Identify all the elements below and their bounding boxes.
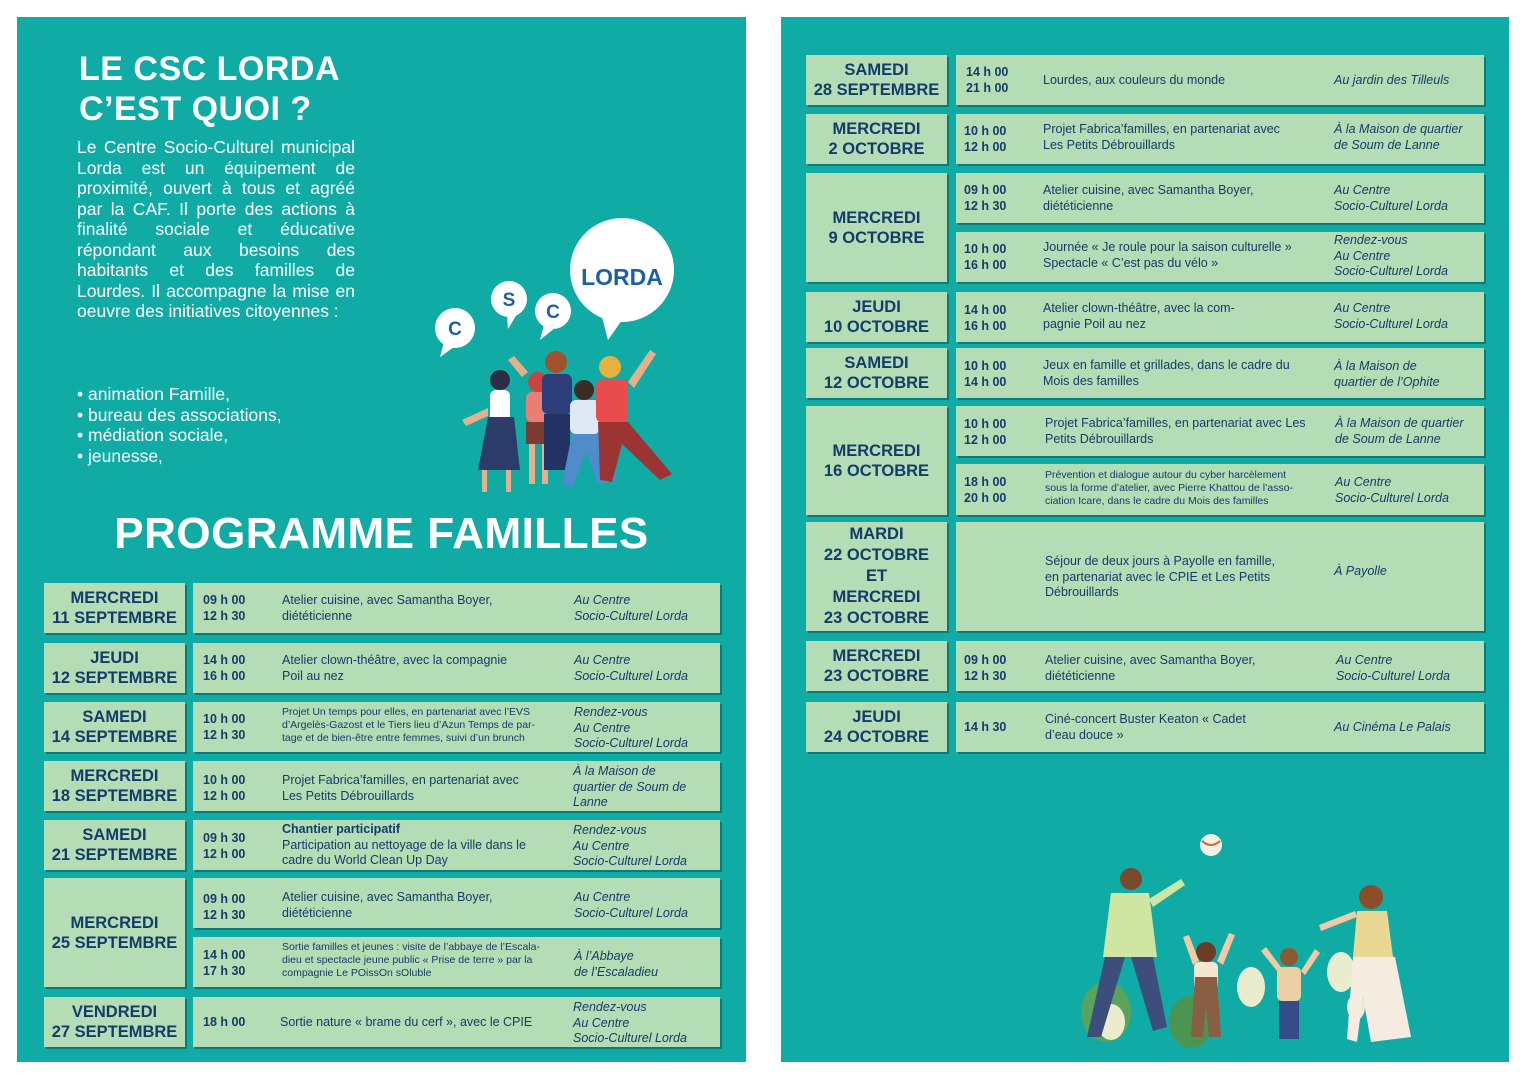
bubble-c1 — [435, 308, 475, 357]
family-playing-ball-illustration — [1071, 827, 1441, 1052]
event-place: À la Maison de quartier de Soum de Lanne — [1335, 416, 1464, 446]
bubble-c2 — [535, 293, 571, 340]
day-cell — [806, 641, 947, 691]
day-date: 23 OCTOBRE — [823, 667, 930, 685]
event-row — [956, 348, 1484, 398]
event-row — [193, 878, 720, 928]
event-row — [956, 702, 1484, 752]
day-cell — [44, 583, 185, 633]
event-times: 14 h 00 16 h 00 — [203, 653, 246, 683]
day-cell — [806, 292, 947, 342]
intro-title-line2: C’EST QUOI ? — [79, 90, 312, 128]
day-weekday: JEUDI — [852, 708, 901, 726]
event-times: 14 h 00 21 h 00 — [966, 65, 1009, 95]
day-cell — [806, 173, 947, 282]
event-place: Au Centre Socio-Culturel Lorda — [1334, 301, 1448, 331]
day-date: 23 OCTOBRE — [823, 609, 930, 627]
event-place: À l’Abbaye de l’Escaladieu — [574, 949, 659, 979]
event-times: 14 h 00 17 h 30 — [203, 948, 246, 978]
event-description: Atelier cuisine, avec Samantha Boyer, diététicienne — [282, 593, 493, 623]
day-date: 25 SEPTEMBRE — [51, 933, 178, 952]
day-date: 18 SEPTEMBRE — [51, 787, 178, 805]
event-description: Lourdes, aux couleurs du monde — [1043, 73, 1226, 87]
day-cell — [44, 878, 185, 987]
group-of-people-icon — [462, 350, 672, 492]
event-row — [956, 522, 1484, 631]
event-place: À la Maison de quartier de Soum de Lanne — [573, 764, 687, 809]
event-times: 09 h 00 12 h 30 — [203, 593, 246, 623]
right-page — [781, 17, 1509, 1062]
event-place: Rendez-vous Au Centre Socio-Culturel Lorda — [1334, 233, 1448, 278]
day-weekday: MARDI — [849, 525, 904, 543]
event-description: Atelier cuisine, avec Samantha Boyer, diététicienne — [282, 890, 493, 920]
event-description: Prévention et dialogue autour du cyber harcèlement sous la forme d’atelier, avec Pierre Khattou de l’asso- ciation Icare, dans le cadre du Mois des familles — [1045, 469, 1294, 507]
event-times: 18 h 00 20 h 00 — [964, 475, 1007, 505]
event-place: Rendez-vous Au Centre Socio-Culturel Lorda — [573, 1000, 687, 1045]
event-times: 10 h 00 12 h 00 — [964, 124, 1007, 154]
csc-lorda-logo-illustration — [422, 212, 692, 502]
day-date: 10 OCTOBRE — [823, 318, 930, 336]
family-playing-icon — [1081, 834, 1411, 1048]
day-cell — [806, 348, 947, 398]
day-date: 2 OCTOBRE — [828, 140, 925, 158]
day-weekday: MERCREDI — [832, 647, 921, 665]
day-weekday: MERCREDI — [70, 589, 159, 607]
event-times: 14 h 30 — [964, 720, 1007, 734]
svg-text:LORDA: LORDA — [581, 264, 663, 290]
event-row — [956, 464, 1484, 515]
day-cell — [806, 406, 947, 515]
day-date: 21 SEPTEMBRE — [51, 846, 178, 864]
event-description: Projet Fabrica’familles, en partenariat avec Les Petits Débrouillards — [1043, 122, 1280, 152]
day-cell — [806, 114, 947, 164]
day-weekday: SAMEDI — [844, 354, 909, 372]
day-weekday: MERCREDI — [832, 441, 921, 460]
program-title: PROGRAMME FAMILLES — [114, 509, 649, 558]
event-description: Chantier participatif Participation au nettoyage de la ville dans le cadre du World Clean Up Day — [282, 822, 526, 867]
svg-text:C: C — [448, 319, 462, 340]
event-description: Ciné-concert Buster Keaton « Cadet d’eau douce » — [1045, 712, 1246, 742]
intro-list-item: • médiation sociale, — [77, 425, 377, 446]
event-description: Jeux en famille et grillades, dans le cadre du Mois des familles — [1043, 358, 1290, 388]
intro-list-item: • animation Famille, — [77, 384, 377, 405]
day-cell — [806, 702, 947, 752]
day-date: 16 OCTOBRE — [823, 461, 930, 480]
event-row — [956, 641, 1484, 691]
event-row — [956, 55, 1484, 105]
svg-text:C: C — [546, 302, 560, 323]
event-times: 14 h 00 16 h 00 — [964, 303, 1007, 333]
day-weekday: MERCREDI — [832, 208, 921, 227]
event-place: Au Centre Socio-Culturel Lorda — [1336, 653, 1450, 683]
day-weekday: JEUDI — [90, 649, 139, 667]
event-times: 10 h 00 16 h 00 — [964, 242, 1007, 272]
event-row — [956, 292, 1484, 342]
event-times: 09 h 00 12 h 30 — [203, 892, 246, 922]
event-place: À la Maison de quartier de l’Ophite — [1334, 359, 1440, 389]
day-cell — [806, 522, 947, 631]
day-date: 24 OCTOBRE — [823, 728, 930, 746]
event-row — [956, 232, 1484, 282]
day-date: 14 SEPTEMBRE — [51, 728, 178, 746]
event-place: Au Cinéma Le Palais — [1334, 720, 1451, 734]
day-date: 9 OCTOBRE — [828, 228, 925, 247]
event-place: Au Centre Socio-Culturel Lorda — [574, 593, 688, 623]
day-date: 22 OCTOBRE — [823, 546, 930, 564]
event-row — [956, 406, 1484, 456]
event-row — [193, 997, 720, 1047]
event-place: À la Maison de quartier de Soum de Lanne — [1334, 122, 1463, 152]
event-place: Au Centre Socio-Culturel Lorda — [574, 890, 688, 920]
day-weekday: SAMEDI — [82, 826, 147, 844]
event-row — [193, 937, 720, 987]
day-cell — [44, 761, 185, 811]
event-description: Projet Fabrica’familles, en partenariat avec Les Petits Débrouillards — [1045, 416, 1306, 446]
event-times: 09 h 00 12 h 30 — [964, 653, 1007, 683]
event-row — [193, 761, 720, 811]
event-description: Sortie familles et jeunes : visite de l’abbaye de l’Escala- dieu et spectacle jeune public « Prise de terre » par la compagnie Le POissOn sOluble — [282, 941, 540, 979]
event-row — [193, 583, 720, 633]
event-place: Rendez-vous Au Centre Socio-Culturel Lorda — [573, 823, 687, 868]
day-date: 27 SEPTEMBRE — [51, 1023, 178, 1041]
day-cell — [44, 702, 185, 752]
event-row — [956, 114, 1484, 164]
event-place: Au Centre Socio-Culturel Lorda — [574, 653, 688, 683]
day-cell — [44, 643, 185, 693]
event-row — [193, 820, 720, 870]
svg-text:S: S — [502, 290, 516, 311]
day-weekday: MERCREDI — [70, 913, 159, 932]
intro-list-item: • bureau des associations, — [77, 405, 377, 426]
event-description: Atelier clown-théâtre, avec la com- pagnie Poil au nez — [1043, 301, 1235, 331]
event-times: 10 h 00 12 h 30 — [203, 712, 246, 742]
event-description: Séjour de deux jours à Payolle en famille, en partenariat avec le CPIE et Les Petits Débrouillards — [1045, 554, 1275, 599]
day-cell — [44, 820, 185, 870]
event-times: 09 h 30 12 h 00 — [203, 831, 246, 861]
event-times: 10 h 00 12 h 00 — [964, 417, 1007, 447]
event-place: Au jardin des Tilleuls — [1334, 73, 1450, 87]
intro-title — [79, 49, 379, 129]
event-place: À Payolle — [1334, 564, 1387, 578]
intro-title-line1: LE CSC LORDA — [79, 50, 340, 88]
intro-list — [77, 384, 377, 466]
event-row — [193, 643, 720, 693]
day-date: 12 OCTOBRE — [823, 374, 930, 392]
event-times: 10 h 00 14 h 00 — [964, 359, 1007, 389]
event-description: Sortie nature « brame du cerf », avec le CPIE — [280, 1015, 533, 1029]
event-description: Atelier cuisine, avec Samantha Boyer, diététicienne — [1043, 183, 1254, 213]
event-row — [193, 702, 720, 752]
event-description: Atelier clown-théâtre, avec la compagnie Poil au nez — [282, 653, 508, 683]
day-weekday: VENDREDI — [71, 1003, 158, 1021]
event-times: 18 h 00 — [203, 1015, 246, 1029]
event-row — [956, 173, 1484, 223]
event-times: 09 h 00 12 h 30 — [964, 183, 1007, 213]
day-conjunction: ET — [865, 567, 888, 585]
event-description: Projet Fabrica’familles, en partenariat avec Les Petits Débrouillards — [282, 773, 519, 803]
day-weekday: SAMEDI — [82, 708, 147, 726]
event-place: Au Centre Socio-Culturel Lorda — [1335, 475, 1449, 505]
event-times: 10 h 00 12 h 00 — [203, 773, 246, 803]
intro-text: Le Centre Socio-Culturel municipal Lorda est un équipement de proximité, ouvert à tous et agréé par la CAF. Il porte des actions à finalité sociale et éducative répondant aux besoins des habitants et des familles de Lourdes. Il accompagne la mise en oeuvre des initiatives citoyennes : — [77, 137, 355, 321]
day-weekday: JEUDI — [852, 298, 901, 316]
day-weekday: MERCREDI — [832, 588, 921, 606]
bubble-lorda — [570, 218, 674, 340]
day-date: 11 SEPTEMBRE — [52, 609, 177, 627]
day-weekday: MERCREDI — [70, 767, 159, 785]
day-date: 28 SEPTEMBRE — [813, 81, 940, 99]
day-weekday: MERCREDI — [832, 120, 921, 138]
day-weekday: SAMEDI — [844, 61, 909, 79]
day-cell — [44, 997, 185, 1047]
left-page — [17, 17, 746, 1062]
day-cell — [806, 55, 947, 105]
event-place: Rendez-vous Au Centre Socio-Culturel Lorda — [574, 705, 688, 750]
intro-list-item: • jeunesse, — [77, 446, 377, 467]
event-place: Au Centre Socio-Culturel Lorda — [1334, 183, 1448, 213]
day-date: 12 SEPTEMBRE — [51, 669, 178, 687]
event-description: Projet Un temps pour elles, en partenariat avec l’EVS d’Argelès-Gazost et le Tiers lieu d’Azun Temps de par- tage et de bien-être entre femmes, suivi d’un brunch — [282, 706, 536, 744]
event-description: Journée « Je roule pour la saison culturelle » Spectacle « C’est pas du vélo » — [1043, 240, 1292, 270]
bubble-s — [491, 281, 527, 329]
event-description: Atelier cuisine, avec Samantha Boyer, diététicienne — [1045, 653, 1256, 683]
